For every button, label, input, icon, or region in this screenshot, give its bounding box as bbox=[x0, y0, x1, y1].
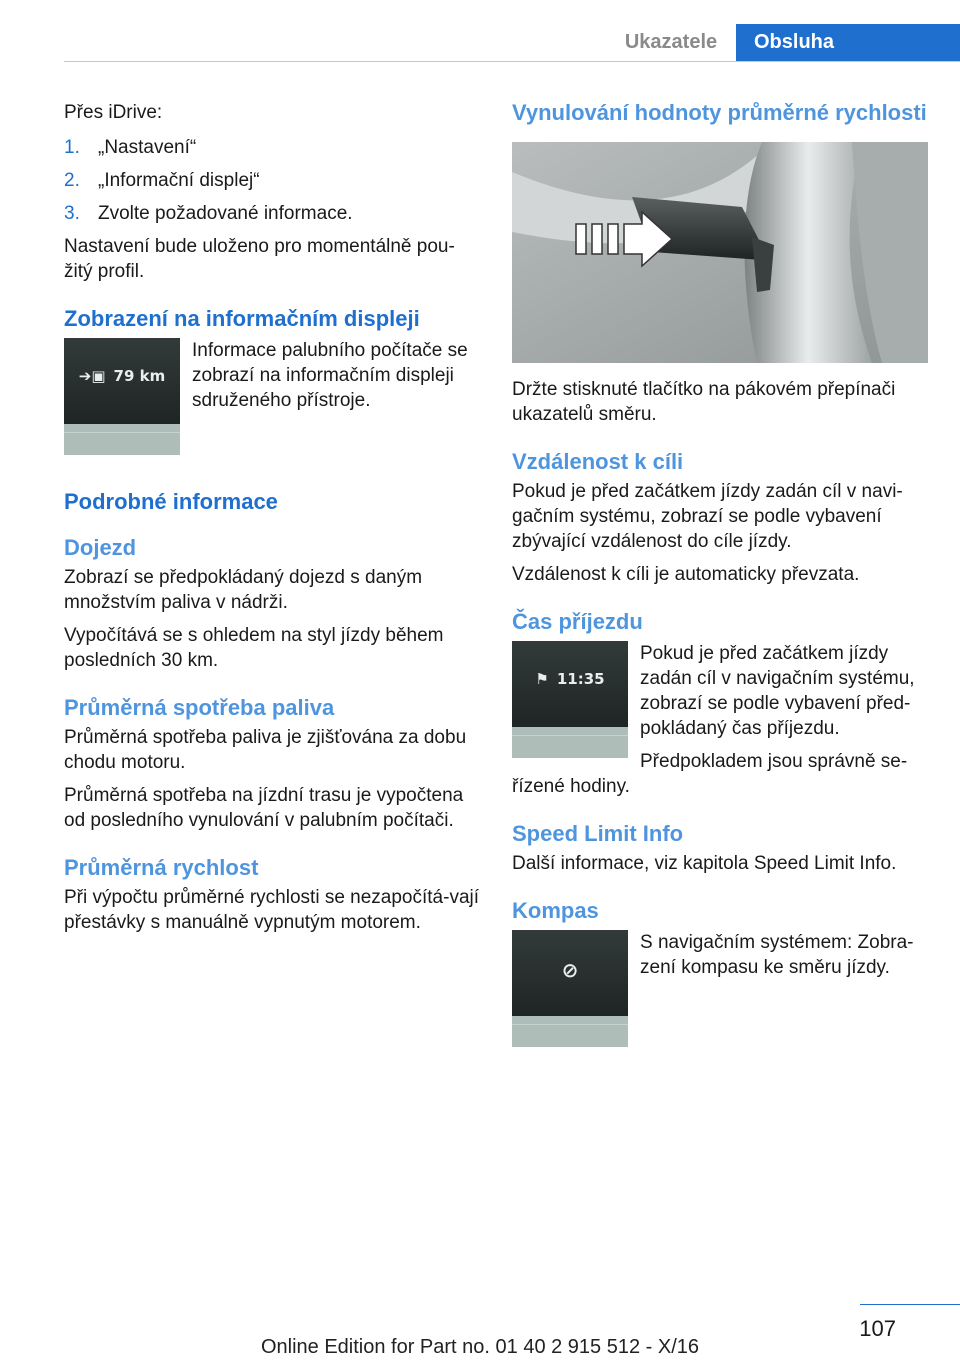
speedlimit-text: Další informace, viz kapitola Speed Limit Info. bbox=[512, 853, 897, 874]
idrive-intro: Přes iDrive: bbox=[64, 102, 163, 123]
step-item: 2. „Informační displej“ bbox=[64, 170, 260, 191]
distance-text-1: Pokud je před začátkem jízdy zadán cíl v navi‐gačním systému, zobrazí se podle vybavení zbývající vzdálenost do cíle jízdy. bbox=[512, 481, 903, 552]
right-column bbox=[512, 100, 930, 1053]
speed-heading: Průměrná rychlost bbox=[64, 855, 259, 880]
page-number: 107 bbox=[859, 1316, 896, 1341]
edition-note: Online Edition for Part no. 01 40 2 915 512 - X/16 bbox=[260, 1336, 700, 1358]
consumption-text-1: Průměrná spotřeba paliva je zjišťována za dobu chodu motoru. bbox=[64, 727, 467, 773]
compass-text: S navigačním systémem: Zobra‐zení kompasu ke směru jízdy. bbox=[640, 932, 914, 978]
fuel-range-icon: ➔▣ bbox=[78, 367, 106, 385]
arrival-text-1: Pokud je před začátkem jízdy zadán cíl v navigačním systému, zobrazí se podle vybavení před‐pokládaný čas příjezdu. bbox=[640, 643, 915, 739]
compass-icon: ⊘ bbox=[561, 958, 579, 982]
display-text: Informace palubního počítače se zobrazí na informačním displeji sdruženého přístroje. bbox=[192, 340, 468, 411]
reset-text: Držte stisknuté tlačítko na pákovém přepínači ukazatelů směru. bbox=[512, 379, 896, 425]
compass-heading: Kompas bbox=[512, 898, 599, 923]
range-display-image: ➔▣ 79 km bbox=[64, 338, 180, 455]
reset-heading: Vynulování hodnoty průměrné rychlosti bbox=[512, 100, 927, 125]
step-item: 3. Zvolte požadované informace. bbox=[64, 203, 353, 224]
consumption-heading: Průměrná spotřeba paliva bbox=[64, 695, 335, 720]
tab-ukazatele[interactable]: Ukazatele bbox=[624, 31, 718, 53]
distance-heading: Vzdálenost k cíli bbox=[512, 449, 684, 474]
header-rule bbox=[64, 61, 960, 62]
idrive-steps bbox=[64, 135, 482, 226]
display-heading: Zobrazení na informačním displeji bbox=[64, 306, 420, 331]
arrival-display-image: ⚑ 11:35 bbox=[512, 641, 628, 758]
distance-text-2: Vzdálenost k cíli je automaticky převzata. bbox=[512, 564, 860, 585]
speed-text: Při výpočtu průměrné rychlosti se nezapočítá‐vají přestávky s manuálně vypnutým motorem. bbox=[64, 887, 480, 933]
range-heading: Dojezd bbox=[64, 535, 137, 560]
details-heading: Podrobné informace bbox=[64, 489, 278, 514]
arrival-heading: Čas příjezdu bbox=[512, 609, 643, 634]
compass-display-image bbox=[512, 930, 628, 1047]
footer-rule bbox=[860, 1304, 960, 1305]
speedlimit-heading: Speed Limit Info bbox=[512, 821, 684, 846]
arrival-text-2: Předpokladem jsou správně se‐řízené hodiny. bbox=[512, 751, 908, 797]
consumption-text-2: Průměrná spotřeba na jízdní trasu je vypočtena od posledního vynulování v palubním počítači. bbox=[64, 785, 464, 831]
left-column bbox=[64, 100, 482, 943]
tab-obsluha[interactable]: Obsluha bbox=[736, 24, 960, 61]
destination-flag-icon: ⚑ bbox=[535, 670, 549, 688]
step-item: 1. „Nastavení“ bbox=[64, 137, 197, 158]
turn-signal-lever-photo bbox=[512, 142, 928, 363]
profile-note: Nastavení bude uloženo pro momentálně pou‐žitý profil. bbox=[64, 236, 455, 282]
range-text-1: Zobrazí se předpokládaný dojezd s daným množstvím paliva v nádrži. bbox=[64, 567, 423, 613]
range-text-2: Vypočítává se s ohledem na styl jízdy během posledních 30 km. bbox=[64, 625, 444, 671]
